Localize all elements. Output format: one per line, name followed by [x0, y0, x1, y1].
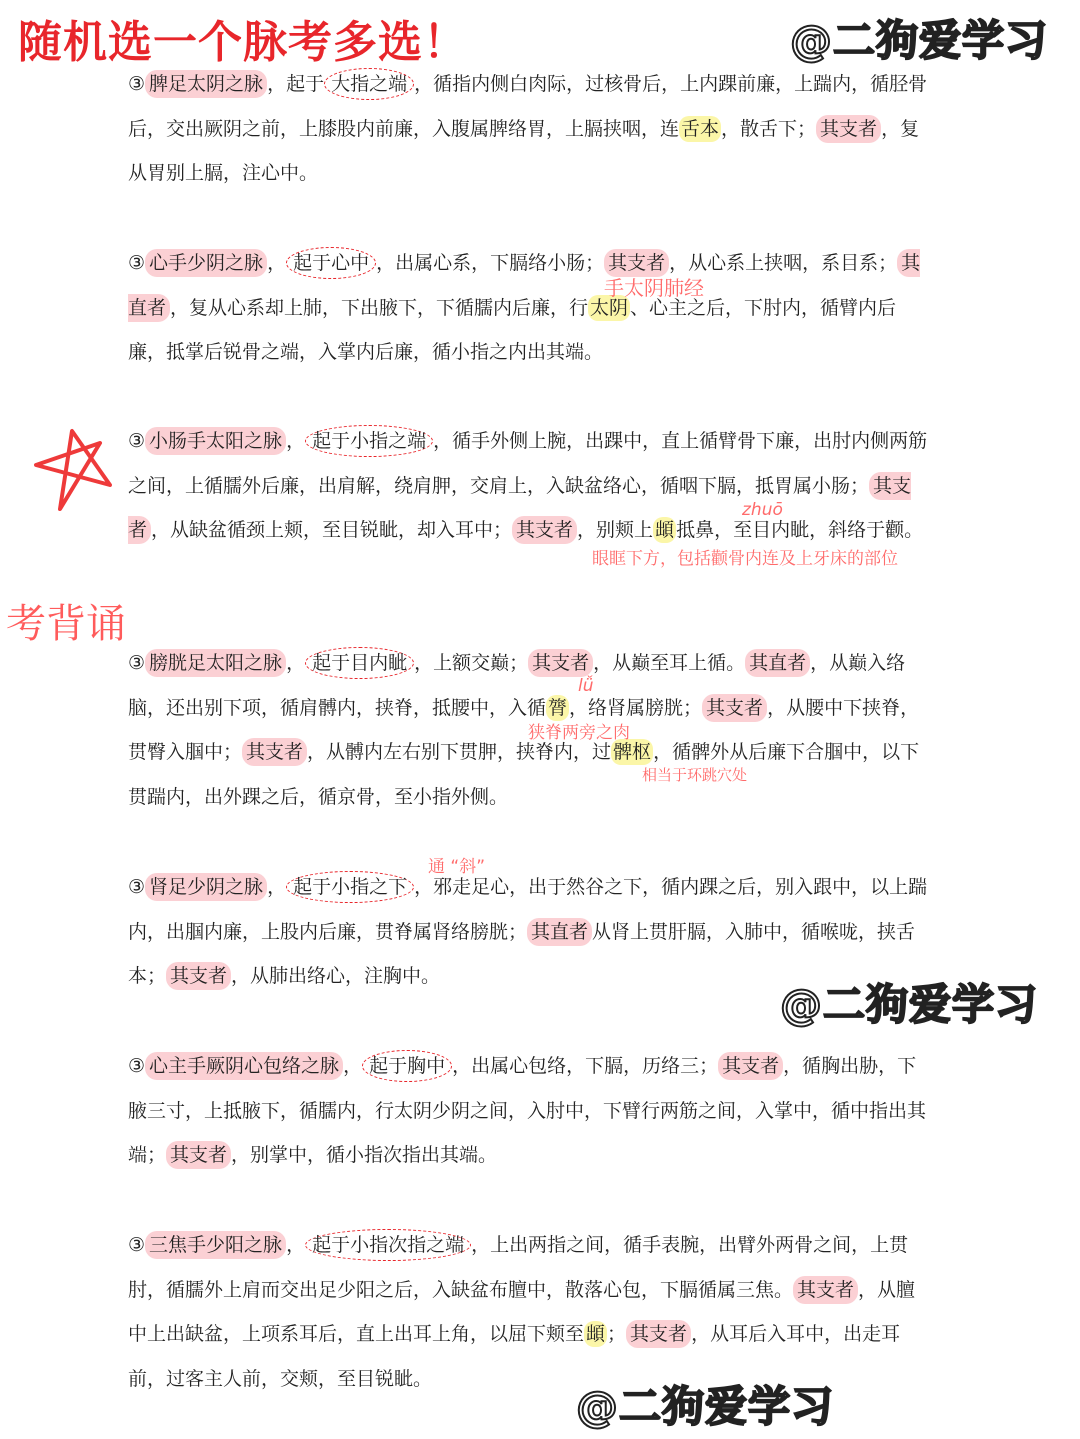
meridian-name: 心主手厥阴心包络之脉: [145, 1052, 343, 1080]
meridian-paragraph: ③ 三焦手少阳之脉 ， 起于小指次指之端 ，上出两指之间，循手表腕，出臂外两骨之间，上贯肘，循臑外上肩而交出足少阳之后，入缺盆布膻中，散落心包，下膈循属三焦。 其支者 ，从膻中上出缺盆，上项系耳后，直上出耳上角，以屈下颊至 䪼 ； 其支者 ，从耳后入耳中，出走耳前，过客主人前，交颊，至目锐眦。: [128, 1223, 928, 1401]
branch-label: 其支者: [512, 516, 577, 544]
start-point: 大指之端: [324, 68, 414, 100]
start-point: 起于小指之下: [286, 871, 414, 903]
yellow-highlight: 䪼: [655, 519, 675, 542]
meridian-name: 脾足太阴之脉: [145, 70, 267, 98]
yellow-highlight: 太阴: [590, 296, 629, 319]
branch-label: 其支者: [702, 694, 767, 722]
watermark: @二狗爱学习: [780, 980, 1039, 1029]
meridian-paragraph: ③ 膀胱足太阳之脉 ， 起于目内眦 ，上额交巅； 其支者 ，从巅至耳上循。 其直者 ，从巅入络脑，还出别下项，循肩髆内，挟脊，抵腰中，入循 膂 ，络肾属膀胱； 其支者 ，从腰中下挟脊，贯臀入腘中； 其支者 ，从髆内左右别下贯胛，挟脊内，过 髀枢 ，循髀外从后廉下合腘中，以下贯踹内，出外踝之后，循京骨，至小指外侧。: [128, 641, 928, 819]
annotation-note: zhuō: [742, 500, 783, 520]
star-doodle-icon: [30, 425, 120, 515]
watermark: @二狗爱学习: [790, 16, 1049, 65]
branch-label: 其支者: [604, 249, 669, 277]
branch-label: 其支者: [816, 115, 881, 143]
branch-label: 其支者: [128, 472, 911, 545]
annotation-note: 相当于环跳穴处: [642, 766, 748, 784]
start-point: 起于目内眦: [305, 647, 414, 679]
annotation-note: 手太阴肺经: [604, 276, 704, 300]
start-point: 起于小指之端: [305, 425, 433, 457]
start-point: 起于胸中: [362, 1050, 452, 1082]
annotation-note: 通 “斜”: [428, 857, 486, 877]
annotation-note: lǚ: [578, 676, 594, 696]
yellow-highlight: 膂: [548, 696, 568, 719]
branch-label: 其支者: [718, 1052, 783, 1080]
meridian-name: 小肠手太阳之脉: [145, 427, 286, 455]
meridian-paragraph: ③ 脾足太阴之脉 ，起于 大指之端 ，循指内侧白肉际，过核骨后，上内踝前廉，上踹内，循胫骨后，交出厥阴之前，上膝股内前廉，入腹属脾络胃，上膈挟咽，连 舌本 ，散舌下； 其支者 ，复从胃别上膈，注心中。: [128, 62, 928, 196]
watermark: @二狗爱学习: [576, 1382, 835, 1431]
branch-label: 其支者: [166, 962, 231, 990]
branch-label: 其直者: [527, 918, 592, 946]
start-point: 起于心中: [286, 247, 376, 279]
branch-label: 其支者: [166, 1141, 231, 1169]
yellow-highlight: 髀枢: [613, 741, 652, 764]
branch-label: 其支者: [528, 649, 593, 677]
branch-label: 其支者: [242, 738, 307, 766]
meridian-paragraph: ③ 小肠手太阳之脉 ， 起于小指之端 ，循手外侧上腕，出踝中，直上循臂骨下廉，出肘内侧两筋之间，上循臑外后廉，出肩解，绕肩胛，交肩上，入缺盆络心，循咽下膈，抵胃属小肠； 其支者 ，从缺盆循颈上颊，至目锐眦，却入耳中； 其支者 ，别颊上 䪼 抵鼻，至目内眦，斜络于颧。: [128, 419, 928, 553]
annotation-note: 狭脊两旁之肉: [528, 723, 630, 743]
yellow-highlight: 舌本: [681, 117, 720, 140]
branch-label: 其直者: [745, 649, 810, 677]
page-title: 随机选一个脉考多选！: [18, 17, 468, 68]
start-point: 起于小指次指之端: [305, 1229, 471, 1261]
meridian-name: 肾足少阴之脉: [145, 873, 267, 901]
annotation-note: 眼眶下方，包括颧骨内连及上牙床的部位: [592, 549, 898, 569]
branch-label: 其支者: [793, 1276, 858, 1304]
branch-label: 其支者: [626, 1320, 691, 1348]
meridian-paragraph: ③ 心手少阴之脉 ， 起于心中 ，出属心系，下膈络小肠； 其支者 ，从心系上挟咽，系目系； 其直者 ，复从心系却上肺，下出腋下，下循臑内后廉，行 太阴 、心主之后，下肘内，循臂内后廉，抵掌后锐骨之端，入掌内后廉，循小指之内出其端。: [128, 241, 928, 375]
yellow-highlight: 䪼: [586, 1323, 606, 1346]
meridian-name: 心手少阴之脉: [145, 249, 267, 277]
side-label: 考背诵: [6, 601, 126, 647]
meridian-paragraph: ③ 肾足少阴之脉 ， 起于小指之下 ，邪走足心，出于然谷之下，循内踝之后，别入跟中，以上踹内，出腘内廉，上股内后廉，贯脊属肾络膀胱； 其直者 从肾上贯肝膈，入肺中，循喉咙，挟舌本； 其支者 ，从肺出络心，注胸中。: [128, 865, 928, 999]
meridian-paragraph: ③ 心主手厥阴心包络之脉 ， 起于胸中 ，出属心包络，下膈，历络三； 其支者 ，循胸出胁，下腋三寸，上抵腋下，循臑内，行太阴少阴之间，入肘中，下臂行两筋之间，入掌中，循中指出其端； 其支者 ，别掌中，循小指次指出其端。: [128, 1044, 928, 1178]
meridian-name: 三焦手少阳之脉: [145, 1231, 286, 1259]
branch-label: 其直者: [128, 249, 920, 322]
meridian-name: 膀胱足太阳之脉: [145, 649, 286, 677]
